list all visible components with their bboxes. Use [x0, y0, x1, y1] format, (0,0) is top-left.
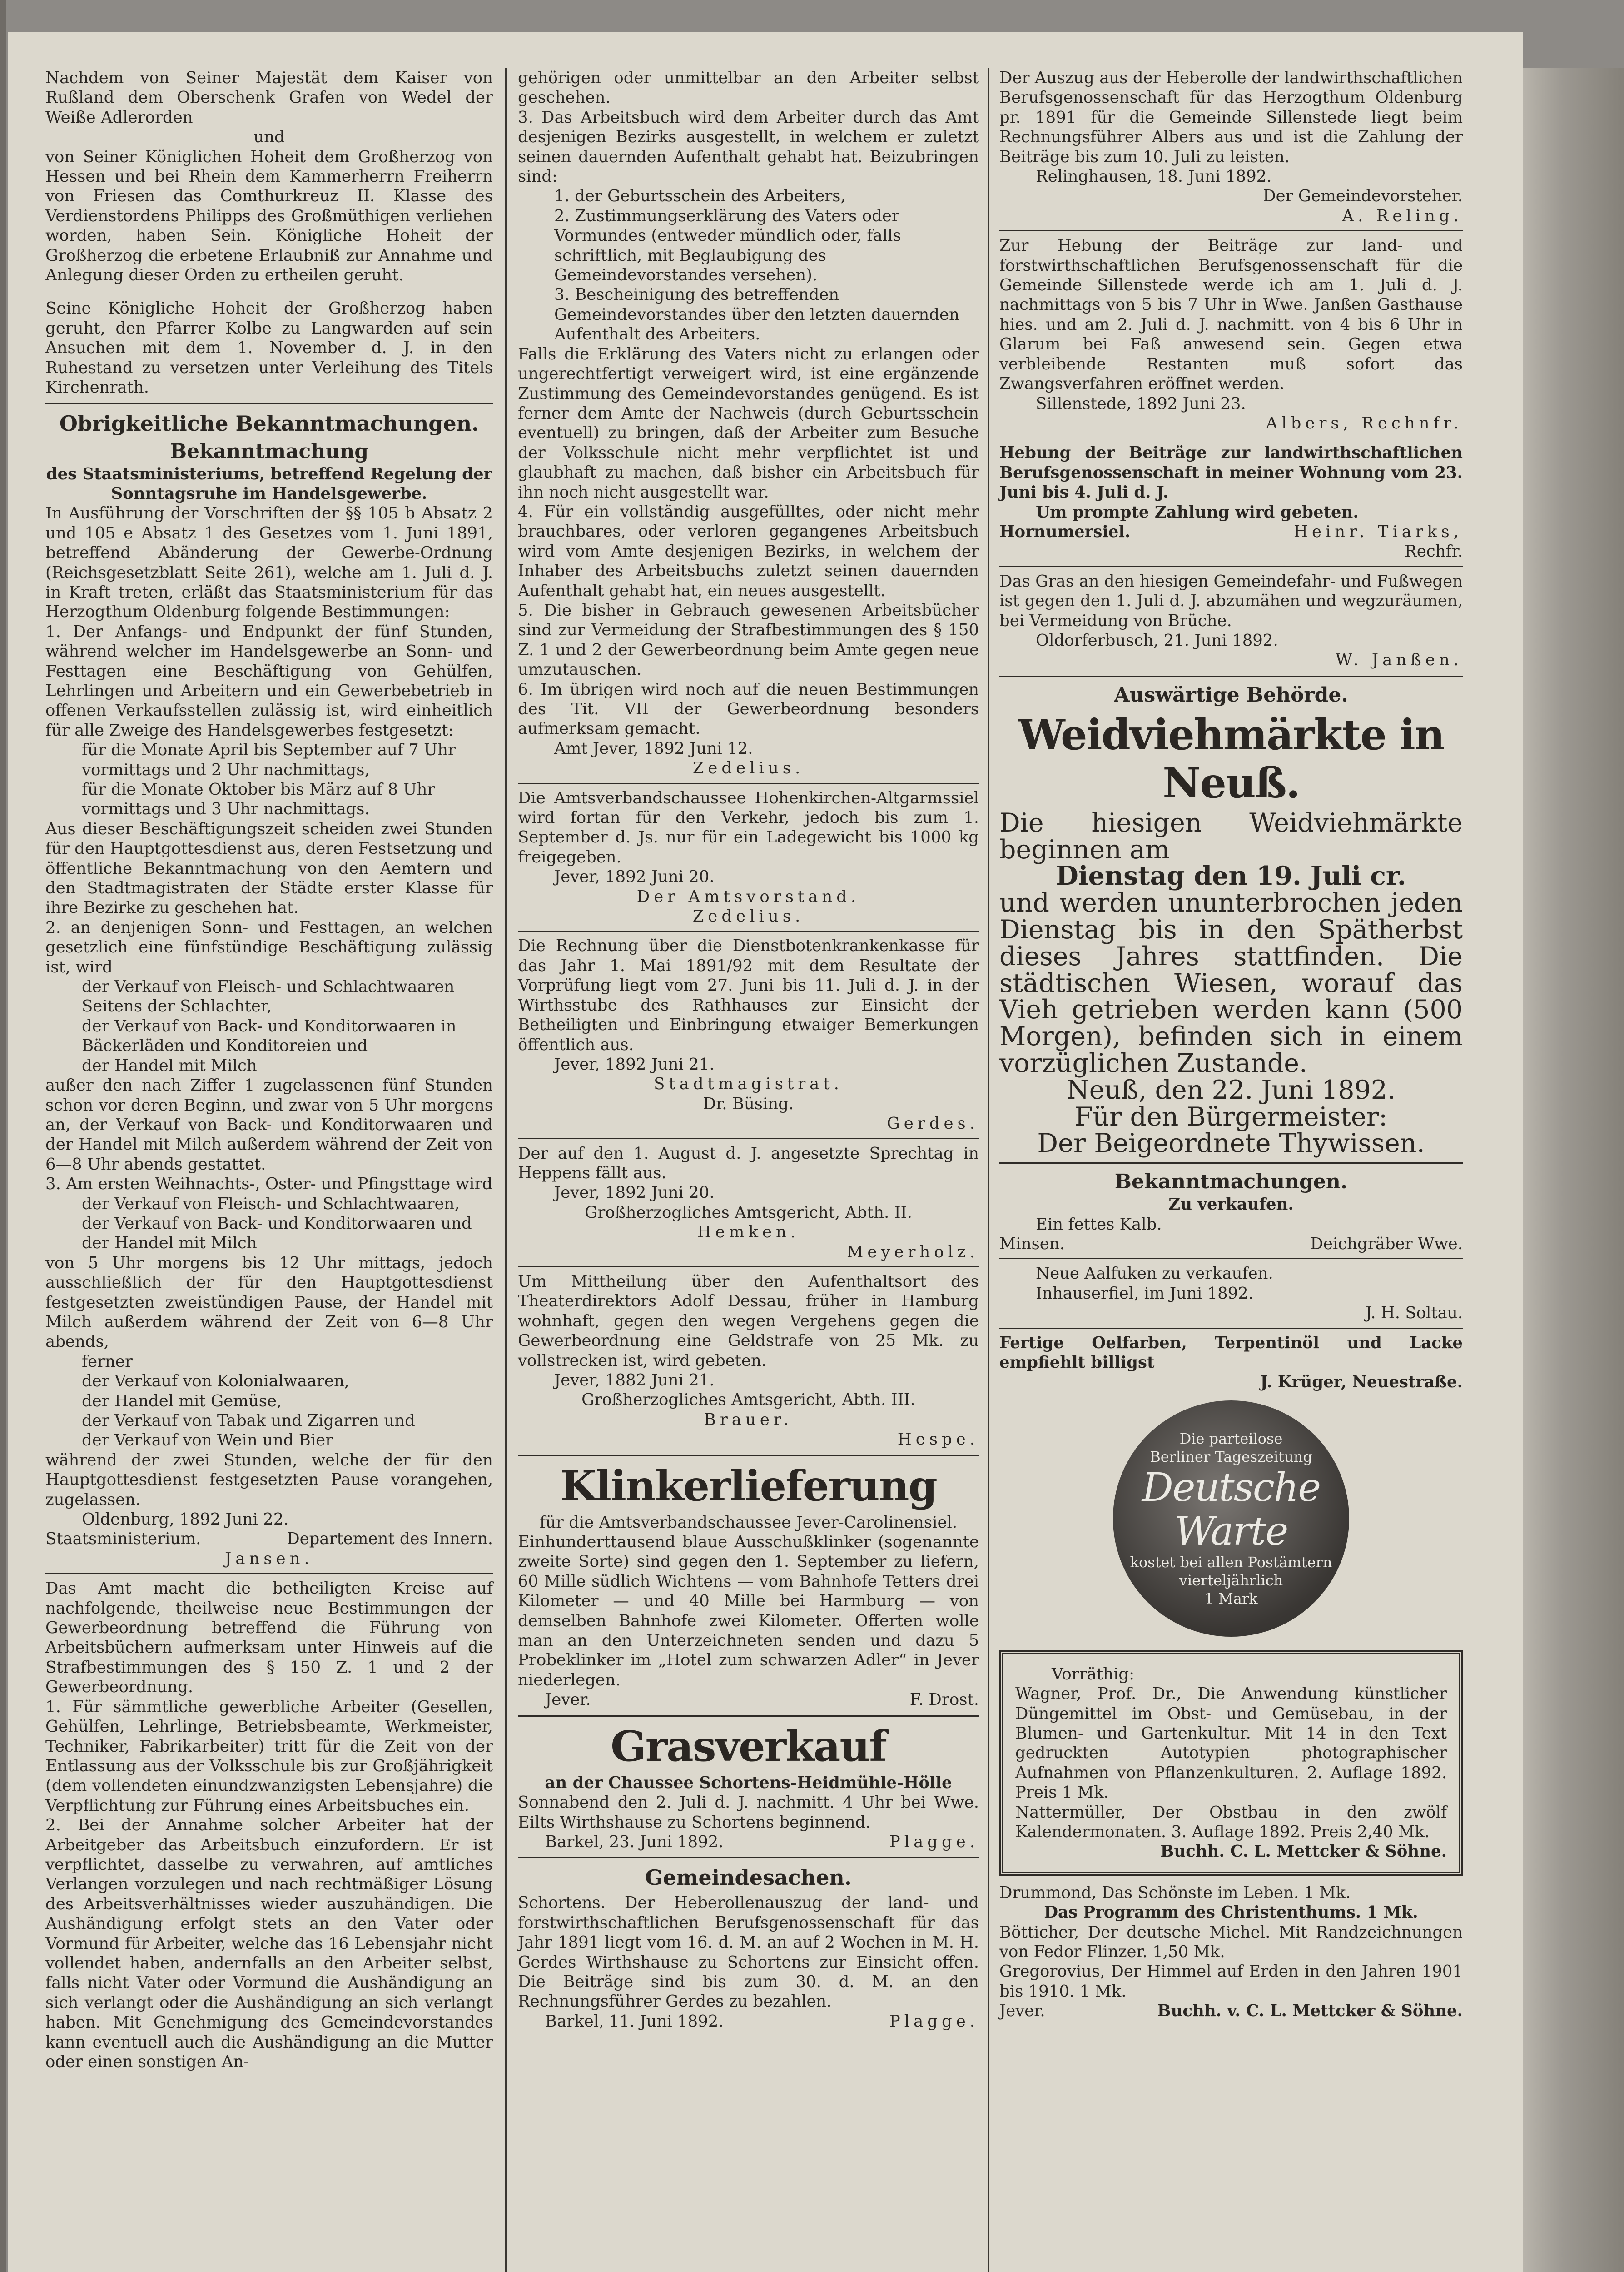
paragraph: von Seiner Königlichen Hoheit dem Großherzog von Hessen und bei Rhein dem Kammerherrn Freiherrn von Friesen das Comthurkreuz II. Klasse des Verdienstordens Philipps des Großmüthigen verliehen worden, haben Sein. Königliche Hoheit der Großherzog die erbetene Erlaubniß zur Annahme und Anlegung dieser Orden zu ertheilen geruht.	[45, 147, 493, 285]
section-heading: Obrigkeitliche Bekanntmachungen.	[59, 411, 479, 436]
list-item: der Verkauf von Fleisch- und Schlachtwaaren,	[82, 1194, 460, 1213]
signature: Gerdes.	[887, 1114, 979, 1133]
paragraph: für die Amtsverbandschaussee Jever-Carolinensiel.	[539, 1513, 958, 1532]
signature: W. Janßen.	[1336, 651, 1463, 670]
signature: Der Gemeindevorsteher.	[1263, 187, 1463, 206]
section-heading: Auswärtige Behörde.	[1114, 683, 1348, 707]
paragraph: 1. Für sämmtliche gewerbliche Arbeiter (Gesellen, Gehülfen, Lehrlinge, Betriebsbeamte, Werkmeister, Techniker, Fabrikarbeiter) tritt für die Zeit von der Entlassung aus der Volksschule bis zur Großjährigkeit (dem vollendeten einundzwanzigsten Lebensjahre) die Verpflichtung zur Führung eines Arbeitsbuches ein.	[45, 1697, 493, 1815]
ad-text: Die hiesigen Weidviehmärkte beginnen am	[999, 807, 1463, 865]
book-entry: Bötticher, Der deutsche Michel. Mit Randzeichnungen von Fedor Flinzer. 1,50 Mk.	[999, 1923, 1463, 1962]
divider	[999, 1162, 1463, 1164]
seal-text: Die parteilose	[1179, 1430, 1283, 1447]
book-entry: Wagner, Prof. Dr., Die Anwendung künstlicher Düngemittel im Obst- und Gemüsebau, in der Blumen- und Gartenkultur. Mit 14 in den Text gedruckten Autotypien photographischer Aufnahmen von Pflanzenkulturen. 2. Auflage 1892. Preis 1 Mk.	[1015, 1684, 1447, 1802]
seal-text: Berliner Tageszeitung	[1150, 1448, 1312, 1465]
signature: Meyerholz.	[847, 1242, 979, 1261]
paragraph: Einhunderttausend blaue Ausschußklinker (sogenannte zweite Sorte) sind gegen den 1. September zu liefern, 60 Mille südlich Wichtens — vom Bahnhofe Tetters drei Kilometer — und 40 Mille bei Harmburg — von demselben Bahnhofe zwei Kilometer. Offerten wolle man an den Unterzeichneten senden und dazu 5 Probeklinker im „Hotel zum schwarzen Adler“ in Jever niederlegen.	[518, 1533, 979, 1689]
divider	[518, 1455, 979, 1456]
column-1	[45, 68, 493, 2072]
paragraph: Das Amt macht die betheiligten Kreise auf nachfolgende, theilweise neue Bestimmungen der Gewerbeordnung betreffend die Führung von Arbeitsbüchern aufmerksam unter Hinweis auf die Strafbestimmungen des § 150 Z. 1 und 2 der Gewerbeordnung.	[45, 1579, 493, 1697]
column-2	[518, 68, 979, 2031]
paragraph: Um prompte Zahlung wird gebeten.	[1036, 503, 1359, 522]
book-entry: Gregorovius, Der Himmel auf Erden in den Jahren 1901 bis 1910. 1 Mk.	[999, 1962, 1463, 2001]
dateline: Barkel, 11. Juni 1892.	[545, 2012, 724, 2031]
ad-heading: Klinkerlieferung	[560, 1461, 937, 1510]
signature: F. Drost.	[909, 1690, 979, 1709]
list-item: der Handel mit Milch	[82, 1056, 257, 1075]
signature: Zedelius.	[692, 907, 805, 926]
signature: Brauer.	[704, 1410, 793, 1429]
dateline: Amt Jever, 1892 Juni 12.	[554, 739, 753, 758]
ad-signature: Der Beigeordnete Thywissen.	[1037, 1128, 1425, 1159]
paragraph: Die Rechnung über die Dienstbotenkrankenkasse für das Jahr 1. Mai 1891/92 mit dem Resultate der Vorprüfung liegt vom 27. Juni bis 11. Juli d. J. in der Wirthsstube des Rathhauses zur Einsicht der Betheiligten und Einbringung etwaiger Bemerkungen öffentlich aus.	[518, 937, 979, 1054]
divider	[999, 566, 1463, 567]
paragraph: Um Mittheilung über den Aufenthaltsort des Theaterdirektors Adolf Dessau, früher in Hamburg wohnhaft, gegen den wegen Vergehens gegen die Gewerbeordnung eine Geldstrafe von 25 Mk. zu vollstrecken ist, wird gebeten.	[518, 1272, 979, 1370]
dateline: Oldorferbusch, 21. Juni 1892.	[1036, 631, 1278, 650]
book-entry: Nattermüller, Der Obstbau in den zwölf Kalendermonaten. 3. Auflage 1892. Preis 2,40 Mk.	[1015, 1803, 1447, 1842]
signature-row	[518, 2012, 979, 2031]
list-item: der Handel mit Milch	[82, 1234, 257, 1253]
divider	[999, 1258, 1463, 1259]
paragraph: Schortens. Der Heberollenauszug der land- und forstwirthschaftlichen Berufsgenossenschaft für das Jahr 1891 liegt vom 16. d. M. an auf 2 Wochen in M. H. Gerdes Wirthshause zu Schortens zur Einsicht offen. Die Beiträge sind bis zum 30. d. M. an den Rechnungsführer Gerdes zu bezahlen.	[518, 1893, 979, 2011]
list-item: der Verkauf von Tabak und Zigarren und	[82, 1411, 415, 1430]
signature: Rechfr.	[1405, 542, 1463, 561]
divider	[518, 783, 979, 784]
paragraph: 5. Die bisher in Gebrauch gewesenen Arbeitsbücher sind zur Vermeidung der Strafbestimmungen des § 150 Z. 1 und 2 der Gewerbeordnung beim Amte gegen neue umzutauschen.	[518, 601, 979, 679]
paragraph: Die Amtsverbandschaussee Hohenkirchen-Altgarmssiel wird fortan für den Verkehr, jedoch bis zum 1. September d. Js. nur für ein Ladegewicht bis 1000 kg freigegeben.	[518, 788, 979, 867]
signature-row	[518, 1690, 979, 1709]
signature: Heinr. Tiarks,	[1293, 522, 1463, 541]
list-item: der Verkauf von Kolonialwaaren,	[82, 1372, 350, 1391]
paragraph: Sonnabend den 2. Juli d. J. nachmitt. 4 Uhr bei Wwe. Eilts Wirthshause zu Schortens beginnend.	[518, 1793, 979, 1832]
seal-text: 1 Mark	[1204, 1589, 1258, 1607]
scan-edge-strip	[0, 0, 6, 2272]
dateline: Jever.	[999, 2002, 1045, 2021]
list-item: der Verkauf von Back- und Konditorwaaren in Bäckerläden und Konditoreien und	[82, 1016, 457, 1056]
list-item: der Handel mit Gemüse,	[82, 1391, 282, 1410]
signature: Jansen.	[225, 1549, 313, 1568]
paragraph: 4. Für ein vollständig ausgefülltes, oder nicht mehr brauchbares, oder verloren gegangenes Arbeitsbuch wird vom Amte desjenigen Bezirks, in welchem der Inhaber des Arbeitsbuchs zuletzt seinen dauernden Aufenthalt gehabt hat, ein neues ausgestellt.	[518, 502, 979, 600]
signature: Buchh. v. C. L. Mettcker & Söhne.	[1157, 2002, 1463, 2021]
dateline: Jever, 1892 Juni 20.	[554, 867, 715, 887]
subheading: Zu verkaufen.	[1168, 1195, 1294, 1214]
signature: A. Reling.	[1342, 206, 1463, 225]
dateline: Minsen.	[999, 1234, 1065, 1253]
ad-heading: Grasverkauf	[611, 1721, 886, 1771]
signature: J. H. Soltau.	[1365, 1304, 1463, 1323]
paragraph: für die Monate Oktober bis März auf 8 Uhr vormittags und 3 Uhr nachmittags.	[82, 780, 435, 819]
paragraph: 1. Der Anfangs- und Endpunkt der fünf Stunden, während welcher im Handelsgewerbe an Sonn- und Festtagen eine Beschäftigung von Gehülfen, Lehrlingen und Arbeitern und ein Gewerbebetrieb in offenen Verkaufsstellen zulässig ist, wird einheitlich für alle Zweige des Handelsgewerbes festgesetzt:	[45, 622, 493, 740]
paragraph: Hebung der Beiträge zur landwirthschaftlichen Berufsgenossenschaft in meiner Wohnung vom 23. Juni bis 4. Juli d. J.	[999, 443, 1463, 502]
paragraph: Falls die Erklärung des Vaters nicht zu erlangen oder ungerechtfertigt verweigert wird, ist eine ergänzende Zustimmung des Gemeindevorstandes genügend. Es ist ferner dem Amte der Nachweis (durch Geburtsschein eventuell) zu bringen, daß der Arbeiter zum Besuche der Volksschule nicht mehr verpflichtet ist und glaubhaft zu machen, daß bisher ein Arbeitsbuch für ihn noch nicht ausgestellt war.	[518, 344, 979, 502]
dateline: Oldenburg, 1892 Juni 22.	[82, 1510, 289, 1529]
paragraph: Aus dieser Beschäftigungszeit scheiden zwei Stunden für den Hauptgottesdienst aus, deren Festsetzung und öffentliche Bekanntmachung von den Aemtern und den Stadtmagistraten der Städte erster Klasse für ihre Bezirke zu geschehen hat.	[45, 819, 493, 917]
signature-row	[518, 1832, 979, 1852]
section-heading: Gemeindesachen.	[645, 1865, 852, 1890]
list-item: der Verkauf von Wein und Bier	[82, 1431, 333, 1450]
box-heading: Vorräthig:	[1052, 1664, 1135, 1684]
dateline: Jever, 1892 Juni 21.	[554, 1055, 715, 1074]
paragraph: 2. Bei der Annahme solcher Arbeiter hat der Arbeitgeber das Arbeitsbuch einzufordern. Er ist verpflichtet, dasselbe zu verwahren, auf amtliches Verlangen vorzulegen und nach rechtmäßiger Lösung des Arbeitsverhältnisses wieder auszuhändigen. Die Aushändigung erfolgt stets an den Vater oder Vormund für Arbeiter, welche das 16 Lebensjahr nicht vollendet haben, andernfalls an den Arbeiter selbst, falls nicht Vater oder Vormund die Aushändigung an sich verlangt oder die Aushändigung an sich verlangt haben. Mit Genehmigung des Gemeindevorstandes kann eventuell auch die Aushändigung an die Mutter oder einen sonstigen An-	[45, 1816, 493, 2071]
signature: J. Krüger, Neuestraße.	[1260, 1373, 1463, 1392]
signature-row	[999, 522, 1463, 542]
seal-title: Deutsche Warte	[1142, 1465, 1321, 1554]
list-item: 1. der Geburtsschein des Arbeiters,	[554, 187, 846, 206]
signature: Albers, Rechnfr.	[1266, 414, 1463, 433]
signature: Hespe.	[897, 1430, 979, 1449]
divider	[518, 1266, 979, 1267]
ad-text: Dienstag den 19. Juli cr.	[1056, 861, 1406, 892]
paragraph: Seine Königliche Hoheit der Großherzog haben geruht, den Pfarrer Kolbe zu Langwarden auf sein Ansuchen mit dem 1. November d. J. in den Ruhestand zu versetzen unter Verleihung des Titels Kirchenrath.	[45, 299, 493, 397]
paragraph: 2. an denjenigen Sonn- und Festtagen, an welchen gesetzlich eine fünfstündige Beschäftigung zulässig ist, wird	[45, 918, 493, 977]
dateline: Inhauserfiel, im Juni 1892.	[1036, 1284, 1254, 1303]
ad-heading: Weidviehmärkte in Neuß.	[1018, 710, 1444, 807]
signature: Dr. Büsing.	[703, 1094, 794, 1113]
dateline: Jever, 1892 Juni 20.	[554, 1183, 715, 1202]
signature: Großherzogliches Amtsgericht, Abth. II.	[585, 1203, 912, 1222]
list-item: der Verkauf von Back- und Konditorwaaren und	[82, 1214, 472, 1233]
paragraph: Der Auszug aus der Heberolle der landwirthschaftlichen Berufsgenossenschaft für das Herzogthum Oldenburg pr. 1891 für die Gemeinde Sillenstede liegt beim Rechnungsführer Albers aus und ist die Zahlung der Beiträge bis zum 10. Juli zu leisten.	[999, 69, 1463, 166]
paragraph: 3. Das Arbeitsbuch wird dem Arbeiter durch das Amt desjenigen Bezirks ausgestellt, in welchem er zuletzt seinen dauernden Aufenthalt gehabt hat. Beizubringen sind:	[518, 108, 979, 186]
signature: Buchh. C. L. Mettcker & Söhne.	[1160, 1842, 1447, 1861]
dateline: Jever.	[545, 1690, 591, 1709]
signature: Der Amtsvorstand.	[636, 887, 860, 906]
paragraph: Zur Hebung der Beiträge zur land- und forstwirthschaftlichen Berufsgenossenschaft für die Gemeinde Sillenstede werde ich am 1. Juli d. J. nachmittags von 5 bis 7 Uhr in Wwe. Janßen Gasthause hies. und am 2. Juli d. J. nachmitt. von 4 bis 6 Uhr in Glarum bei Faß anwesend sein. Gegen etwa verbleibende Restanten muß sofort das Zwangsverfahren eröffnet werden.	[999, 236, 1463, 394]
paragraph: 3. Am ersten Weihnachts-, Oster- und Pfingsttage wird	[45, 1175, 493, 1194]
deutsche-warte-seal	[1113, 1400, 1349, 1637]
paragraph: während der zwei Stunden, welche der für den Hauptgottesdienst festgesetzten Pause vorangehen, zugelassen.	[45, 1450, 493, 1509]
divider	[518, 1715, 979, 1717]
paragraph: Das Gras an den hiesigen Gemeindefahr- und Fußwegen ist gegen den 1. Juli d. J. abzumähen und wegzuräumen, bei Vermeidung von Brüche.	[999, 572, 1463, 630]
paragraph: Der auf den 1. August d. J. angesetzte Sprechtag in Heppens fällt aus.	[518, 1144, 979, 1182]
paragraph: von 5 Uhr morgens bis 12 Uhr mittags, jedoch ausschließlich der für den Hauptgottesdienst festgesetzten zweistündigen Pause, der Handel mit Milch außerdem während der Zeit von 6—8 Uhr abends,	[45, 1253, 493, 1351]
book-entry: Drummond, Das Schönste im Leben. 1 Mk.	[999, 1883, 1351, 1902]
list-item: 3. Bescheinigung des betreffenden Gemeindevorstandes über den letzten dauernden Aufenthalt des Arbeiters.	[554, 285, 959, 344]
paragraph: an der Chaussee Schortens-Heidmühle-Hölle	[545, 1773, 952, 1792]
dateline: Barkel, 23. Juni 1892.	[545, 1832, 724, 1851]
signature: Deichgräber Wwe.	[1310, 1234, 1463, 1253]
paragraph: und	[253, 128, 285, 147]
divider	[518, 1857, 979, 1858]
signature-row	[45, 1529, 493, 1549]
seal-text: vierteljährlich	[1179, 1571, 1283, 1589]
divider	[45, 1573, 493, 1574]
signature: Stadtmagistrat.	[654, 1075, 843, 1094]
signature: Zedelius.	[692, 759, 805, 778]
list-item: der Verkauf von Fleisch- und Schlachtwaaren Seitens der Schlachter,	[82, 977, 455, 1016]
book-entry: Das Programm des Christenthums. 1 Mk.	[1044, 1903, 1418, 1922]
signature: Großherzogliches Amtsgericht, Abth. III.	[581, 1390, 915, 1410]
section-heading: Bekanntmachungen.	[1114, 1170, 1348, 1194]
signature: Hemken.	[697, 1223, 800, 1242]
signature: Departement des Innern.	[287, 1530, 493, 1549]
divider	[45, 403, 493, 404]
ad-signature: Für den Bürgermeister:	[1074, 1101, 1388, 1132]
book-spine-edge	[1523, 68, 1624, 2272]
seal-text: kostet bei allen Postämtern	[1130, 1553, 1332, 1571]
paragraph: gehörigen oder unmittelbar an den Arbeiter selbst geschehen.	[518, 69, 979, 107]
paragraph: Nachdem von Seiner Majestät dem Kaiser von Rußland dem Oberschenk Grafen von Wedel der Weiße Adlerorden	[45, 69, 493, 127]
dateline: Hornumersiel.	[999, 522, 1131, 541]
signature: Plagge.	[889, 1832, 979, 1851]
notice-subheading: des Staatsministeriums, betreffend Regelung der Sonntagsruhe im Handelsgewerbe.	[46, 464, 492, 503]
notice-heading: Bekanntmachung	[169, 439, 369, 463]
column-rule	[505, 68, 507, 2272]
paragraph: für die Monate April bis September auf 7 Uhr vormittags und 2 Uhr nachmittags,	[82, 741, 456, 779]
column-3	[999, 68, 1463, 2021]
divider	[999, 676, 1463, 677]
book-ad-box	[999, 1650, 1463, 1876]
paragraph: 6. Im übrigen wird noch auf die neuen Bestimmungen des Tit. VII der Gewerbeordnung besonders aufmerksam gemacht.	[518, 680, 979, 738]
paragraph: Neue Aalfuken zu verkaufen.	[1036, 1264, 1273, 1283]
list-item: ferner	[82, 1352, 133, 1371]
ad-dateline: Neuß, den 22. Juni 1892.	[1066, 1075, 1396, 1105]
divider	[999, 230, 1463, 231]
dateline: Relinghausen, 18. Juni 1892.	[1036, 167, 1272, 186]
divider	[518, 931, 979, 932]
ad-text: und werden ununterbrochen jeden Dienstag bis in den Spätherbst dieses Jahres stattfinden. Die städtischen Wiesen, worauf das Vieh getrieben werden kann (500 Morgen), befinden sich in einem vorzüglichen Zustande.	[999, 888, 1463, 1078]
divider	[518, 1138, 979, 1139]
signature-row	[999, 1234, 1463, 1254]
dateline: Sillenstede, 1892 Juni 23.	[1036, 394, 1246, 413]
paragraph: Fertige Oelfarben, Terpentinöl und Lacke empfiehlt billigst	[999, 1333, 1463, 1372]
paragraph: außer den nach Ziffer 1 zugelassenen fünf Stunden schon vor deren Beginn, und zwar von 5 Uhr morgens an, der Verkauf von Back- und Konditorwaaren und der Handel mit Milch außerdem während der Zeit von 6—8 Uhr abends gestattet.	[45, 1076, 493, 1174]
paragraph: Ein fettes Kalb.	[1036, 1215, 1162, 1234]
signature: Plagge.	[889, 2012, 979, 2031]
column-rule	[988, 68, 989, 2272]
signature-row	[999, 2001, 1463, 2021]
dateline: Jever, 1882 Juni 21.	[554, 1371, 715, 1390]
paragraph: In Ausführung der Vorschriften der §§ 105 b Absatz 2 und 105 e Absatz 1 des Gesetzes vom 1. Juni 1891, betreffend Abänderung der Gewerbe-Ordnung (Reichsgesetzblatt Seite 261), welche am 1. Juli d. J. in Kraft treten, erläßt das Staatsministerium für das Herzogthum Oldenburg folgende Bestimmungen:	[45, 504, 493, 622]
signature: Staatsministerium.	[45, 1530, 201, 1549]
list-item: 2. Zustimmungserklärung des Vaters oder Vormundes (entweder mündlich oder, falls schriftlich, mit Beglaubigung des Gemeindevorstandes versehen).	[554, 206, 901, 285]
divider	[999, 1328, 1463, 1329]
